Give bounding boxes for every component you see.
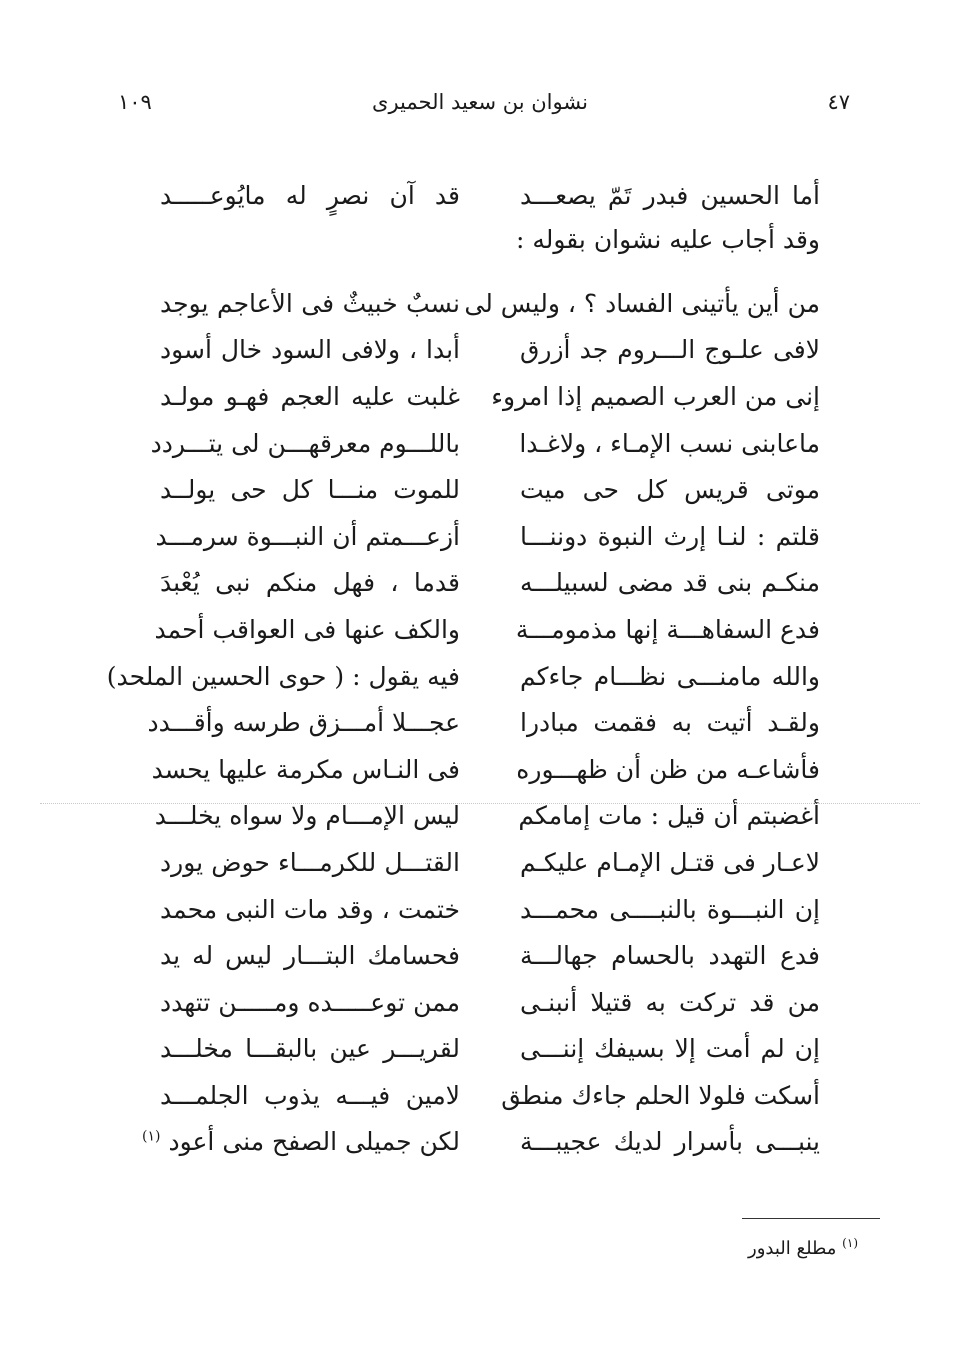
verse-first-hemistich: لافى علـوج الـــروم جد أزرق (520, 335, 820, 365)
verse-second-hemistich: أزعـــمتم أن النبـــوة سرمـــد (155, 521, 460, 551)
verse-first-hemistich: ماعابنى نسب الإمـاء ، ولاغـدا (519, 428, 820, 458)
verse-row (160, 886, 820, 933)
verse-first-hemistich: فدع السفاهـــة إنها مذمومـــة (515, 614, 820, 644)
verse-second-hemistich: لقريـــر عين بالبقـــا مخلـــد (160, 1034, 460, 1064)
intro-block (160, 172, 820, 262)
verse-first-hemistich: أغضبتم أن قيل : مات إمامكم (518, 801, 820, 831)
verse-second-hemistich: أبدا ، ولافى السود خال أسود (160, 335, 460, 365)
verse-second-hemistich: القتـــل للكرمـــاء حوض يورد (160, 847, 460, 877)
verse-row (147, 699, 820, 746)
verse-second-hemistich: غلبت عليه العجم فهـو مولـد (160, 381, 460, 411)
verse-second-hemistich (142, 1127, 460, 1157)
verse-row (160, 373, 820, 420)
verse-row (154, 793, 820, 840)
verse-first-hemistich: فأشاعـه من ظن أن ظهـــوره (516, 754, 820, 784)
verse-first-hemistich: إنى من العرب الصميم إذا امروء (491, 381, 820, 411)
verse-first-hemistich: من قد تركت به قتيلا أنبنـى (520, 987, 820, 1017)
verse-first-hemistich: فدع التهدد بالحسام جهالـــة (520, 941, 820, 971)
verse-first-hemistich: إن النبـــوة بالنبــــى محمـــد (520, 894, 820, 924)
verse-second-hemistich: عجـــلا أمـــزق طرسه وأقـــدد (147, 708, 460, 738)
verse-row (160, 560, 820, 607)
verse-row (151, 746, 820, 793)
verse-first-hemistich: موتى قريس كل حى ميت (520, 475, 820, 505)
footnote (558, 1236, 858, 1259)
verse-first-hemistich: من أين يأتينى الفساد ؟ ، وليس لى (464, 288, 820, 318)
verse-first-hemistich: ولقـد أتيت به فقمت مبادرا (520, 708, 820, 738)
verse-first-hemistich: قلتم : لنـا إرث النبوة دوننـــا (520, 521, 820, 551)
verse-second-hemistich: ممن توعـــــده ومـــــن تتهدد (160, 987, 460, 1017)
verse-row (160, 466, 820, 513)
verse-second-hemistich: للموت منـــا كل حى يولــد (160, 475, 460, 505)
verse-second-hemistich: نسبٌ خبيثٌ فى الأعاجم يوجد (160, 288, 460, 318)
verse-second-hemistich: والكف عنها فى العواقب أحمد (154, 614, 460, 644)
verse-row (160, 979, 820, 1026)
page-number-left: ١٠٩ (118, 90, 152, 114)
verse-row (160, 327, 820, 374)
footnote-text: مطلع البدور (748, 1238, 837, 1259)
verse-row (155, 513, 820, 560)
verse-first-hemistich: ينبـــى بأسرار لديك عجيبـــة (520, 1127, 820, 1157)
verse-row (106, 653, 820, 700)
verse-second-hemistich: باللـــوم معرقهـــن لى يتـــردد (150, 428, 460, 458)
verse-row (154, 606, 820, 653)
verse-first-hemistich: أسكت فلولا الحلم جاءك منطق (501, 1080, 820, 1110)
verse-first-hemistich: إن لم أمت إلا بسيفك إننـــى (520, 1034, 820, 1064)
verse-row (160, 932, 820, 979)
verse-first-hemistich: أما الحسين فبدر تَمّ يصعـــد (520, 180, 820, 210)
scan-dotted-line (40, 803, 920, 804)
verse-second-hemistich: فحسامك البتـــار ليس له يد (160, 941, 460, 971)
intro-prose-line: وقد أجاب عليه نشوان بقوله : (515, 225, 820, 254)
verse-first-hemistich: والله مامنـــى نظـــام جاءكم (520, 661, 820, 691)
footnote-rule (742, 1218, 880, 1219)
verse-first-hemistich: لاعـار فى قتـل الإمـام عليكـم (519, 847, 820, 877)
verse-row (160, 1072, 820, 1119)
verse-second-hemistich: ليس الإمـــام ولا سواه يخلـــد (154, 801, 460, 831)
verse-second-hemistich: فى النـاس مكرمة عليها يحسد (151, 754, 460, 784)
verse-second-hemistich: ختمت ، وقد مات النبى محمد (160, 894, 460, 924)
verse-first-hemistich: منكـم بنى قد مضى لسبيلـــه (520, 568, 820, 598)
verse-second-hemistich: قدما ، فهل منكم نبى يُعْبدَ (160, 568, 460, 598)
intro-verse (160, 172, 820, 218)
page-header (110, 84, 850, 124)
verse-second-hemistich-text: لكن جميلى الصفح منى أعود (168, 1127, 460, 1157)
verse-row (150, 420, 820, 467)
verse-row (160, 280, 820, 327)
poem (106, 280, 820, 1165)
verse-second-hemistich: فيه يقول : ( حوى الحسين الملحد) (106, 661, 460, 691)
verse-second-hemistich: قد آن نصرٍ له مايُوعـــــد (160, 180, 460, 210)
footnote-marker: (١) (842, 1236, 858, 1250)
verse-row (142, 1119, 820, 1166)
footnote-reference: (١) (142, 1129, 161, 1146)
verse-row (160, 1026, 820, 1073)
verse-row (160, 839, 820, 886)
page-number-right: ٤٧ (827, 90, 850, 114)
verse-second-hemistich: لامين فيـــه يذوب الجلمـــد (160, 1080, 460, 1110)
running-title: نشوان بن سعيد الحميرى (372, 90, 588, 114)
